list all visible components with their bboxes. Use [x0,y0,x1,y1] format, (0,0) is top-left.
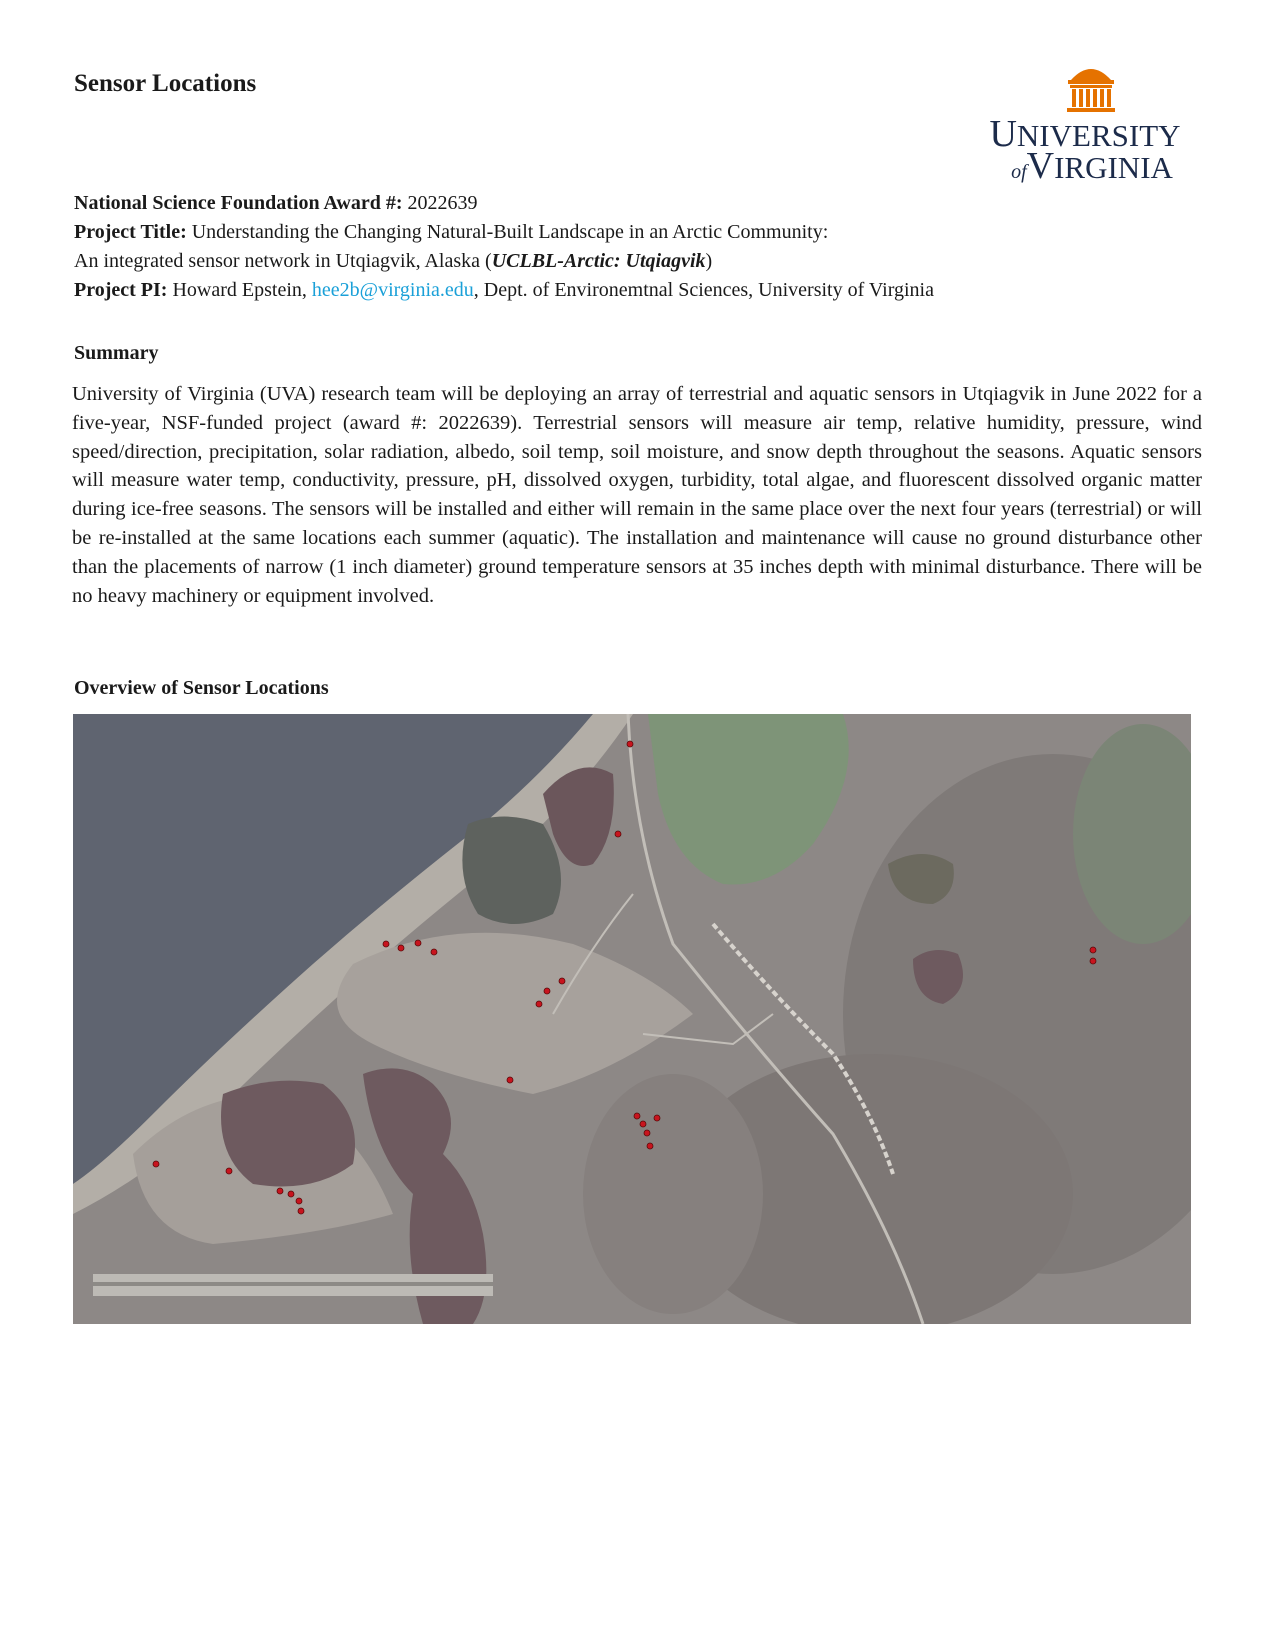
sensor-marker [644,1130,650,1136]
award-line: National Science Foundation Award #: 2022639 [74,192,478,214]
page-title: Sensor Locations [74,70,257,97]
summary-paragraph: University of Virginia (UVA) research team will be deploying an array of terrestrial and aquatic sensors in Utqiagvik in June 2022 for a five-year, NSF-funded project (award #: 2022639). Terrestrial sensors will measure air temp, relative humidity, pressure, wind speed/direction, precipitation, solar radiation, albedo, soil temp, soil moisture, and snow depth throughout the seasons. Aquatic sensors will measure water temp, conductivity, pressure, pH, dissolved oxygen, turbidity, total algae, and fluorescent dissolved organic matter during ice-free seasons. The sensors will be installed and either will remain in the same place over the next four years (terrestrial) or will be re-installed at the same locations each summer (aquatic). The installation and maintenance will cause no ground disturbance other than the placements of narrow (1 inch diameter) ground temperature sensors at 35 inches depth with minimal disturbance. There will be no heavy machinery or equipment involved. [72,383,1202,607]
pi-email-link[interactable]: hee2b@virginia.edu [311,279,474,301]
sensor-marker [627,741,633,747]
pi-line: Project PI: Howard Epstein, hee2b@virginia.edu, Dept. of Environemtnal Sciences, University of Virginia [74,279,934,301]
sensor-marker [296,1198,302,1204]
sensor-marker [1090,958,1096,964]
sensor-marker [415,940,421,946]
sensor-marker [507,1077,513,1083]
sensor-marker [559,978,565,984]
sensor-marker [277,1188,283,1194]
sensor-marker [431,949,437,955]
overview-heading: Overview of Sensor Locations [74,677,329,699]
sensor-marker [536,1001,542,1007]
logo-university-wordmark: UNIVERSITY [989,113,1181,155]
project-title-line-2: An integrated sensor network in Utqiagvik, Alaska (UCLBL-Arctic: Utqiagvik) [74,250,713,272]
uva-logo [985,60,1185,185]
sensor-marker [383,941,389,947]
sensor-marker [1090,947,1096,953]
summary-heading: Summary [74,342,159,364]
sensor-marker [634,1113,640,1119]
project-metadata [74,189,934,305]
sensor-marker [298,1208,304,1214]
sensor-marker [226,1168,232,1174]
project-title-line: Project Title: Understanding the Changing Natural-Built Landscape in an Arctic Community: [74,221,829,243]
sensor-marker [615,831,621,837]
sensor-marker [153,1161,159,1167]
sensor-marker [640,1121,646,1127]
sensor-marker [288,1191,294,1197]
sensor-location-map [73,714,1191,1324]
aerial-map-image [73,714,1191,1324]
logo-virginia-wordmark: ofVIRGINIA [1011,145,1173,187]
sensor-marker [544,988,550,994]
sensor-marker [647,1143,653,1149]
sensor-marker [398,945,404,951]
sensor-marker [654,1115,660,1121]
rotunda-icon [1065,60,1117,115]
